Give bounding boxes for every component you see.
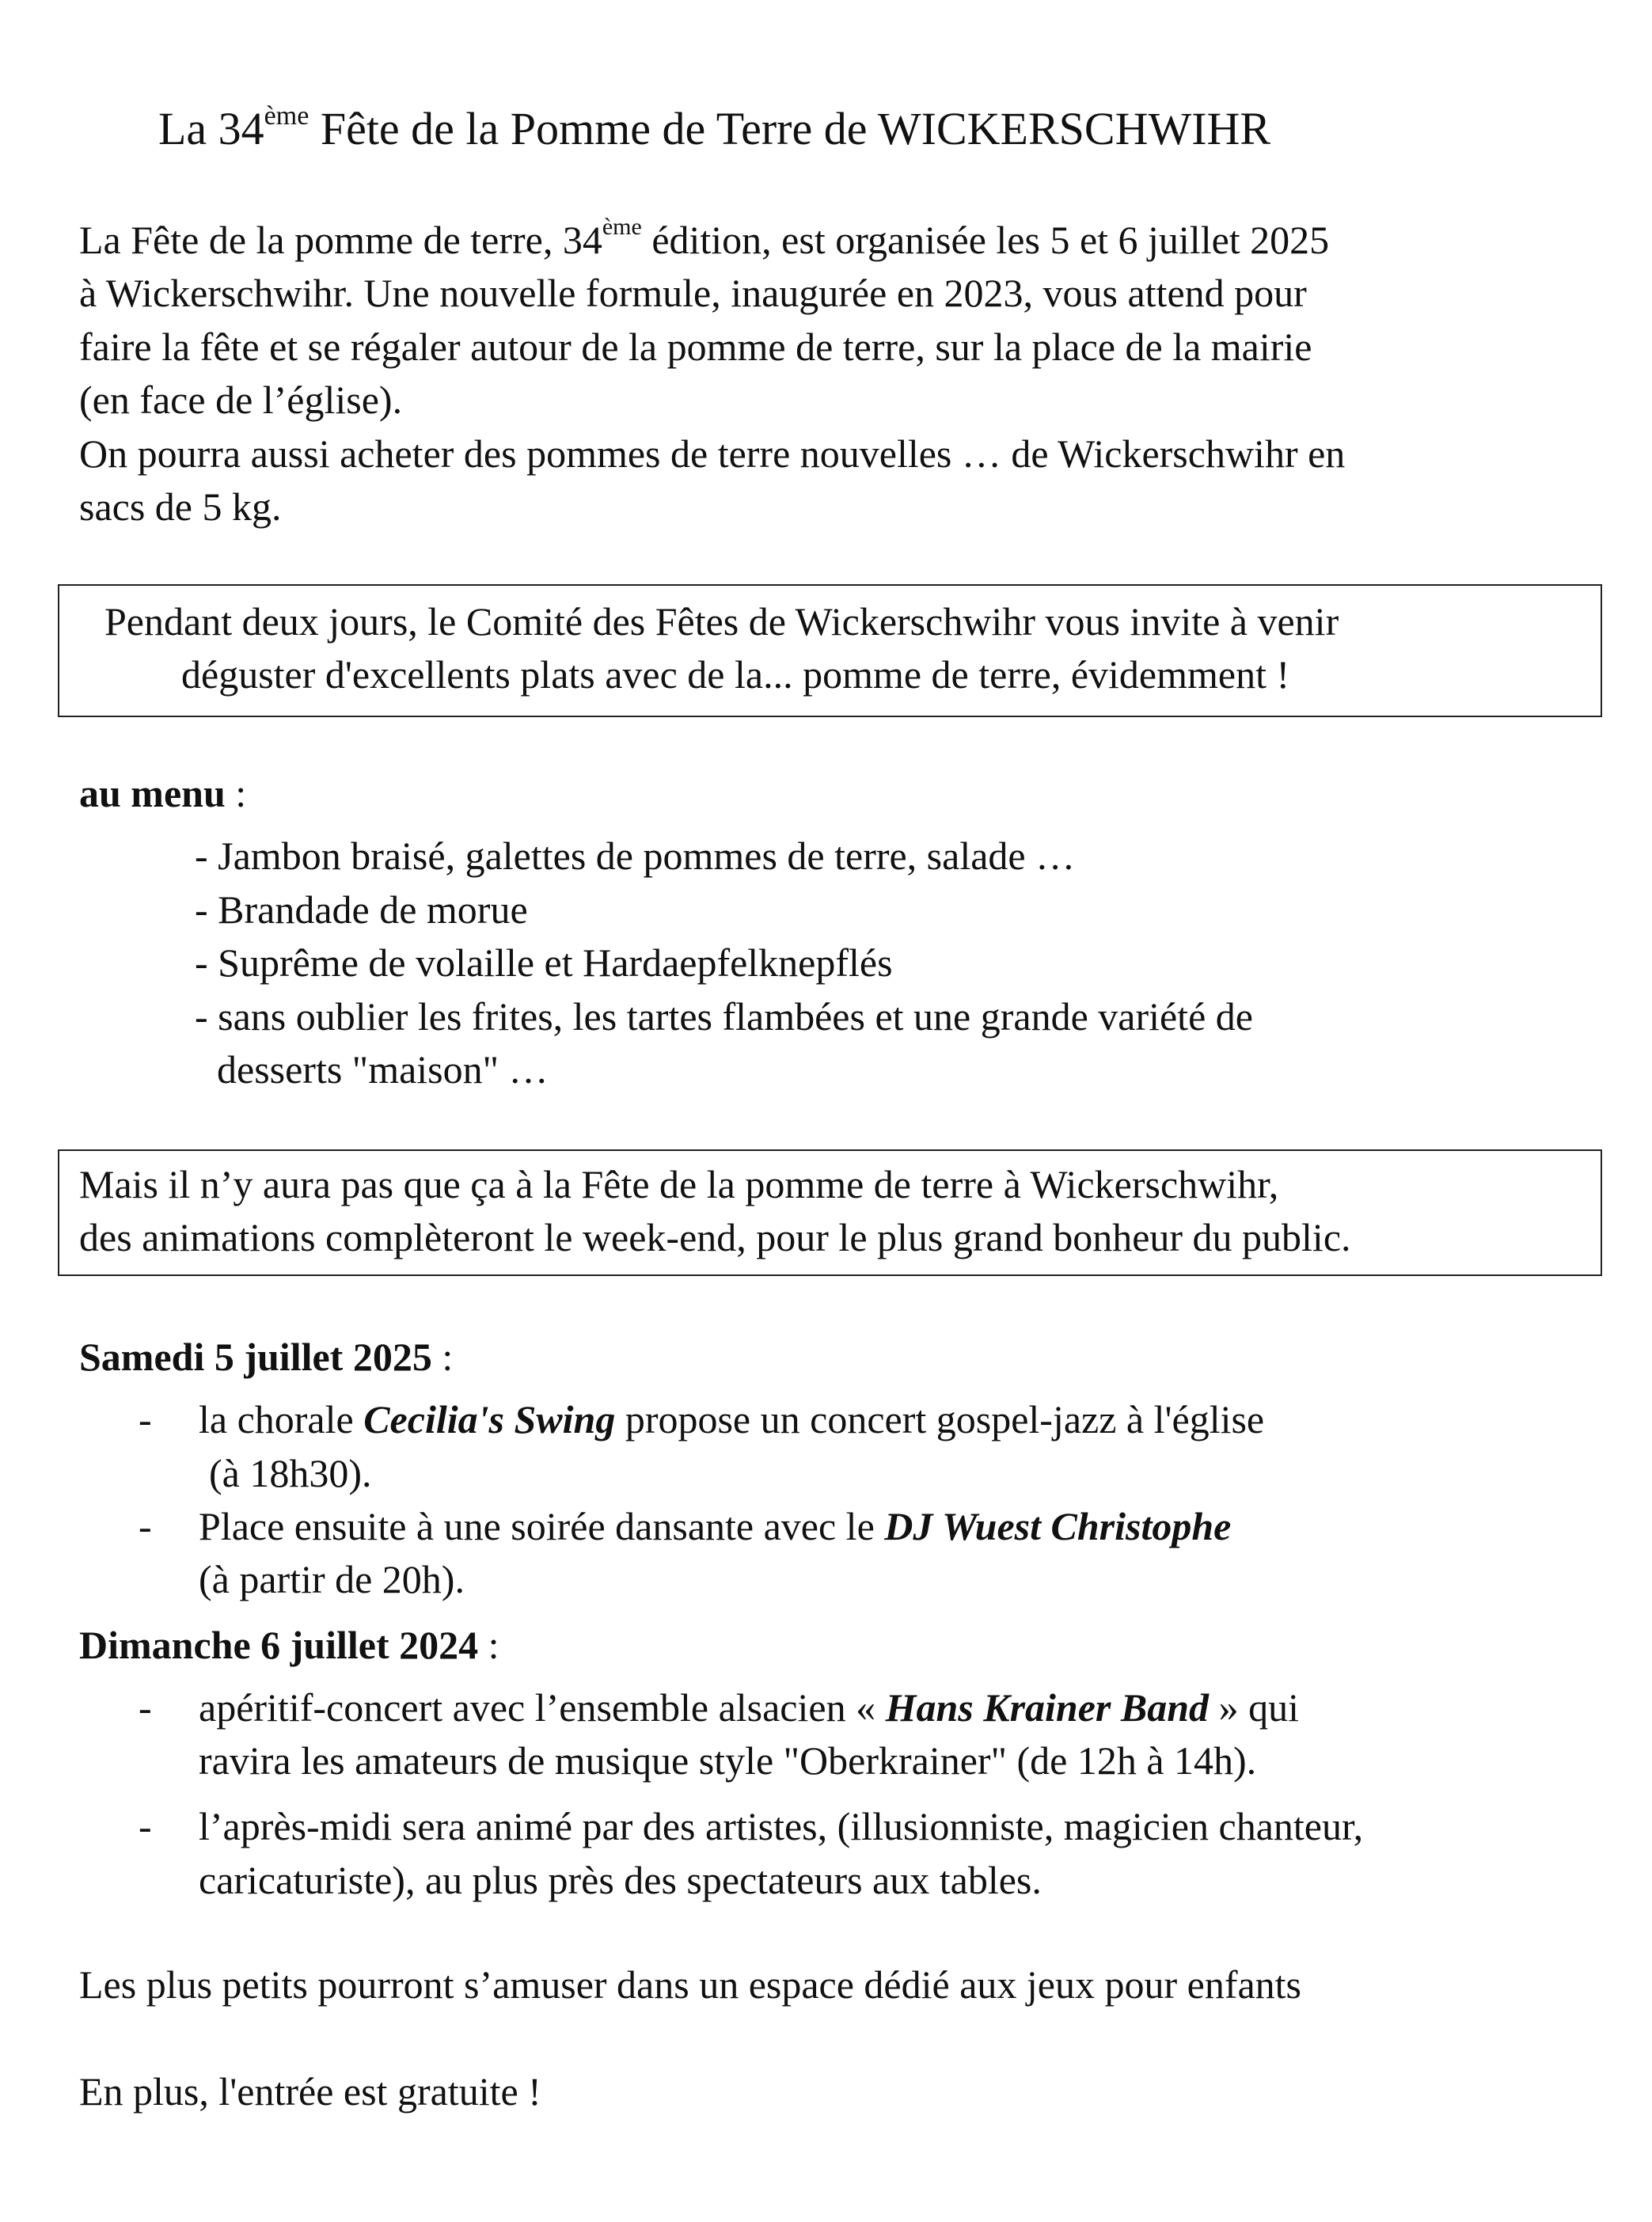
invitation-line-1: Pendant deux jours, le Comité des Fêtes de Wickerschwihr vous invite à venir (104, 599, 1339, 644)
saturday-event-2-time: (à partir de 20h). (199, 1557, 465, 1601)
sunday-event-1 (199, 1685, 1299, 1730)
sunday-heading-colon: : (478, 1623, 499, 1667)
event-artist: Cecilia's Swing (363, 1397, 616, 1441)
event-artist: Hans Krainer Band (885, 1685, 1210, 1730)
page-title (158, 101, 1271, 154)
event-text: apéritif-concert avec l’ensemble alsacien « (199, 1685, 886, 1730)
event-text: propose un concert gospel-jazz à l'église (615, 1397, 1265, 1441)
event-text: la chorale (199, 1397, 364, 1441)
saturday-heading (79, 1337, 453, 1377)
saturday-event-1-time: (à 18h30). (209, 1451, 372, 1495)
menu-item: - Jambon braisé, galettes de pommes de terre, salade … (195, 834, 1076, 878)
intro-text: édition, est organisée les 5 et 6 juillet 2025 (641, 218, 1330, 262)
saturday-event-1 (199, 1397, 1265, 1441)
menu-item: - sans oublier les frites, les tartes flambées et une grande variété de (195, 994, 1253, 1039)
animations-line-1: Mais il n’y aura pas que ça à la Fête de la pomme de terre à Wickerschwihr, (79, 1162, 1279, 1206)
menu-item-continuation: desserts "maison" … (217, 1047, 549, 1092)
sunday-event-2: l’après-midi sera animé par des artistes, (illusionniste, magicien chanteur, (199, 1804, 1364, 1848)
intro-line-4: (en face de l’église). (79, 378, 403, 422)
menu-item: - Suprême de volaille et Hardaepfelknepflés (195, 940, 893, 985)
event-text: Place ensuite à une soirée dansante avec le (199, 1504, 885, 1548)
menu-heading-colon: : (225, 771, 247, 815)
sunday-heading-label: Dimanche 6 juillet 2024 (79, 1623, 479, 1667)
intro-line-2: à Wickerschwihr. Une nouvelle formule, inaugurée en 2023, vous attend pour (79, 271, 1307, 315)
event-text: » qui (1209, 1685, 1299, 1730)
animations-line-2: des animations complèteront le week-end, pour le plus grand bonheur du public. (79, 1215, 1351, 1259)
intro-line-6: sacs de 5 kg. (79, 484, 282, 529)
sunday-event-2-detail: caricaturiste), au plus près des spectateurs aux tables. (199, 1858, 1042, 1902)
free-entry-text: En plus, l'entrée est gratuite ! (79, 2069, 541, 2114)
event-artist: DJ Wuest Christophe (884, 1504, 1232, 1548)
saturday-event-2 (199, 1506, 1231, 1546)
sunday-heading (79, 1625, 499, 1665)
title-superscript: ème (264, 101, 310, 131)
title-prefix: La 34 (158, 103, 264, 154)
saturday-bullet: - (139, 1504, 152, 1548)
menu-item: - Brandade de morue (195, 887, 528, 932)
intro-line-3: faire la fête et se régaler autour de la pomme de terre, sur la place de la mairie (79, 325, 1312, 369)
sunday-bullet: - (139, 1804, 152, 1848)
menu-heading-label: au menu (79, 771, 226, 815)
intro-text: La Fête de la pomme de terre, 34 (79, 218, 602, 262)
saturday-heading-label: Samedi 5 juillet 2025 (79, 1335, 432, 1379)
saturday-bullet: - (139, 1397, 152, 1441)
intro-superscript: ème (602, 214, 642, 240)
sunday-event-1-detail: ravira les amateurs de musique style "Oberkrainer" (de 12h à 14h). (199, 1738, 1257, 1783)
invitation-line-2: déguster d'excellents plats avec de la... pomme de terre, évidemment ! (181, 652, 1290, 697)
intro-line-1 (79, 214, 1330, 262)
title-rest: Fête de la Pomme de Terre de WICKERSCHWIHR (309, 103, 1271, 154)
intro-line-5: On pourra aussi acheter des pommes de terre nouvelles … de Wickerschwihr en (79, 431, 1346, 476)
menu-heading (79, 773, 246, 813)
sunday-bullet: - (139, 1685, 152, 1730)
kids-area-text: Les plus petits pourront s’amuser dans un espace dédié aux jeux pour enfants (79, 1962, 1302, 2007)
saturday-heading-colon: : (431, 1335, 454, 1379)
